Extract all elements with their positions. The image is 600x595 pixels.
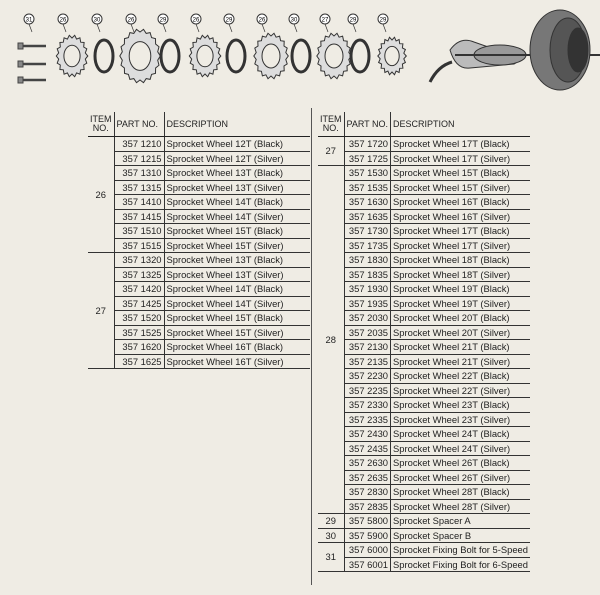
- part-description: Sprocket Wheel 17T (Black): [391, 137, 530, 152]
- callout-number: 26: [258, 17, 266, 24]
- table-row: [88, 166, 310, 181]
- item-number: 27: [318, 137, 344, 166]
- part-description: Sprocket Wheel 18T (Silver): [391, 267, 530, 282]
- part-description: Sprocket Wheel 15T (Silver): [164, 325, 310, 340]
- part-description: Sprocket Wheel 14T (Silver): [164, 296, 310, 311]
- table-row: [318, 398, 530, 413]
- table-row: [318, 311, 530, 326]
- table-row: [88, 325, 310, 340]
- callout-number: 26: [59, 17, 67, 24]
- table-row: [318, 383, 530, 398]
- part-number: 357 2630: [344, 456, 391, 471]
- part-number: 357 1530: [344, 166, 391, 181]
- table-row: [318, 499, 530, 514]
- part-description: Sprocket Wheel 28T (Black): [391, 485, 530, 500]
- item-number: 31: [318, 543, 344, 572]
- part-description: Sprocket Wheel 20T (Black): [391, 311, 530, 326]
- table-row: [88, 282, 310, 297]
- callout-number: 27: [321, 17, 329, 24]
- part-number: 357 1525: [114, 325, 164, 340]
- table-row: [88, 267, 310, 282]
- item-number: 26: [88, 137, 114, 253]
- part-number: 357 1410: [114, 195, 164, 210]
- part-number: 357 1535: [344, 180, 391, 195]
- table-row: [88, 340, 310, 355]
- table-row: [88, 238, 310, 253]
- sprocket-wheel-drawing: [56, 35, 88, 76]
- fixing-bolts: [18, 43, 46, 83]
- part-description: Sprocket Wheel 21T (Black): [391, 340, 530, 355]
- part-description: Sprocket Wheel 15T (Silver): [164, 238, 310, 253]
- table-row: [318, 543, 530, 558]
- part-description: Sprocket Wheel 19T (Silver): [391, 296, 530, 311]
- part-description: Sprocket Wheel 16T (Silver): [391, 209, 530, 224]
- part-description: Sprocket Wheel 14T (Silver): [164, 209, 310, 224]
- callout-number: 29: [349, 17, 357, 24]
- part-number: 357 1420: [114, 282, 164, 297]
- part-description: Sprocket Spacer B: [391, 528, 530, 543]
- part-description: Sprocket Wheel 13T (Silver): [164, 267, 310, 282]
- part-description: Sprocket Wheel 16T (Black): [164, 340, 310, 355]
- part-number: 357 2335: [344, 412, 391, 427]
- item-number: 28: [318, 166, 344, 514]
- part-number: 357 2235: [344, 383, 391, 398]
- table-row: [318, 485, 530, 500]
- table-row: [88, 209, 310, 224]
- item-number: 27: [88, 253, 114, 369]
- item-number: 30: [318, 528, 344, 543]
- part-number: 357 2835: [344, 499, 391, 514]
- rear-hub-assembly: [430, 10, 600, 90]
- table-header-row: [318, 112, 530, 137]
- part-number: 357 2135: [344, 354, 391, 369]
- table-row: [318, 354, 530, 369]
- part-description: Sprocket Wheel 13T (Black): [164, 253, 310, 268]
- table-row: [88, 224, 310, 239]
- table-row: [318, 325, 530, 340]
- table-row: [88, 354, 310, 369]
- part-number: 357 1635: [344, 209, 391, 224]
- description-header: DESCRIPTION: [391, 112, 530, 137]
- part-number: 357 5900: [344, 528, 391, 543]
- sprocket-wheel-drawing: [254, 33, 288, 78]
- part-description: Sprocket Wheel 21T (Silver): [391, 354, 530, 369]
- part-number: 357 2830: [344, 485, 391, 500]
- part-number: 357 1725: [344, 151, 391, 166]
- table-row: [318, 557, 530, 572]
- callout-number: 31: [25, 17, 33, 24]
- part-description: Sprocket Fixing Bolt for 6-Speed: [391, 557, 530, 572]
- spacer-ring-drawing: [292, 40, 310, 72]
- part-number: 357 2330: [344, 398, 391, 413]
- part-description: Sprocket Wheel 13T (Silver): [164, 180, 310, 195]
- item-no-header: ITEM NO.: [88, 112, 114, 137]
- part-description: Sprocket Wheel 22T (Silver): [391, 383, 530, 398]
- part-description: Sprocket Wheel 13T (Black): [164, 166, 310, 181]
- part-number: 357 1630: [344, 195, 391, 210]
- parts-table-left: [88, 112, 310, 369]
- part-number: 357 1930: [344, 282, 391, 297]
- callout-number: 29: [159, 17, 167, 24]
- table-header-row: [88, 112, 310, 137]
- table-row: [88, 151, 310, 166]
- part-number: 357 2635: [344, 470, 391, 485]
- table-row: [318, 456, 530, 471]
- part-number: 357 2030: [344, 311, 391, 326]
- sprocket-wheel-drawing: [378, 37, 407, 74]
- callout-number: 26: [192, 17, 200, 24]
- part-description: Sprocket Wheel 17T (Silver): [391, 238, 530, 253]
- table-row: [88, 296, 310, 311]
- sprocket-wheel-drawing: [189, 35, 221, 76]
- callout-number: 29: [225, 17, 233, 24]
- part-description: Sprocket Wheel 23T (Silver): [391, 412, 530, 427]
- part-number: 357 5800: [344, 514, 391, 529]
- table-row: [318, 209, 530, 224]
- part-number: 357 1310: [114, 166, 164, 181]
- part-description: Sprocket Wheel 12T (Silver): [164, 151, 310, 166]
- callout-numbers: [24, 14, 388, 32]
- callout-number: 30: [290, 17, 298, 24]
- spacer-ring-drawing: [95, 40, 113, 72]
- part-number: 357 2035: [344, 325, 391, 340]
- table-row: [318, 427, 530, 442]
- part-number: 357 1325: [114, 267, 164, 282]
- part-description: Sprocket Wheel 15T (Black): [164, 224, 310, 239]
- table-row: [318, 224, 530, 239]
- table-row: [318, 151, 530, 166]
- table-row: [318, 282, 530, 297]
- description-header: DESCRIPTION: [164, 112, 310, 137]
- sprocket-parts-row: [56, 29, 406, 82]
- table-row: [318, 369, 530, 384]
- table-row: [318, 514, 530, 529]
- exploded-parts-diagram: [0, 0, 600, 105]
- part-number: 357 1730: [344, 224, 391, 239]
- table-row: [318, 528, 530, 543]
- part-number: 357 1215: [114, 151, 164, 166]
- table-row: [88, 311, 310, 326]
- part-description: Sprocket Wheel 16T (Black): [391, 195, 530, 210]
- part-description: Sprocket Wheel 19T (Black): [391, 282, 530, 297]
- part-number: 357 1415: [114, 209, 164, 224]
- part-number: 357 1935: [344, 296, 391, 311]
- part-number: 357 2430: [344, 427, 391, 442]
- part-number: 357 1620: [114, 340, 164, 355]
- part-number: 357 1515: [114, 238, 164, 253]
- sprocket-wheel-drawing: [120, 29, 161, 82]
- part-no-header: PART NO.: [114, 112, 164, 137]
- table-row: [318, 267, 530, 282]
- callout-number: 26: [127, 17, 135, 24]
- table-row: [88, 180, 310, 195]
- table-row: [318, 166, 530, 181]
- parts-table-right: [318, 112, 530, 572]
- callout-number: 29: [379, 17, 387, 24]
- part-description: Sprocket Wheel 22T (Black): [391, 369, 530, 384]
- part-number: 357 1520: [114, 311, 164, 326]
- spacer-ring-drawing: [161, 40, 179, 72]
- spacer-ring-drawing: [351, 40, 369, 72]
- part-description: Sprocket Wheel 24T (Black): [391, 427, 530, 442]
- table-row: [318, 441, 530, 456]
- part-description: Sprocket Wheel 20T (Silver): [391, 325, 530, 340]
- table-row: [318, 253, 530, 268]
- part-number: 357 1735: [344, 238, 391, 253]
- part-description: Sprocket Wheel 23T (Black): [391, 398, 530, 413]
- part-number: 357 1320: [114, 253, 164, 268]
- part-number: 357 1720: [344, 137, 391, 152]
- part-no-header: PART NO.: [344, 112, 391, 137]
- item-number: 29: [318, 514, 344, 529]
- part-description: Sprocket Wheel 14T (Black): [164, 195, 310, 210]
- table-row: [88, 137, 310, 152]
- table-row: [318, 238, 530, 253]
- table-row: [318, 195, 530, 210]
- part-description: Sprocket Wheel 15T (Silver): [391, 180, 530, 195]
- part-number: 357 1625: [114, 354, 164, 369]
- table-row: [318, 412, 530, 427]
- part-number: 357 1835: [344, 267, 391, 282]
- part-description: Sprocket Spacer A: [391, 514, 530, 529]
- part-description: Sprocket Wheel 14T (Black): [164, 282, 310, 297]
- part-description: Sprocket Wheel 15T (Black): [391, 166, 530, 181]
- callout-number: 30: [93, 17, 101, 24]
- part-description: Sprocket Wheel 26T (Black): [391, 456, 530, 471]
- part-description: Sprocket Wheel 17T (Silver): [391, 151, 530, 166]
- part-number: 357 6000: [344, 543, 391, 558]
- part-description: Sprocket Wheel 16T (Silver): [164, 354, 310, 369]
- part-number: 357 1315: [114, 180, 164, 195]
- table-row: [318, 180, 530, 195]
- part-number: 357 1830: [344, 253, 391, 268]
- table-row: [318, 137, 530, 152]
- part-number: 357 1210: [114, 137, 164, 152]
- part-description: Sprocket Wheel 15T (Black): [164, 311, 310, 326]
- table-row: [318, 470, 530, 485]
- table-row: [88, 253, 310, 268]
- part-number: 357 2230: [344, 369, 391, 384]
- part-number: 357 6001: [344, 557, 391, 572]
- part-description: Sprocket Wheel 24T (Silver): [391, 441, 530, 456]
- part-description: Sprocket Wheel 18T (Black): [391, 253, 530, 268]
- table-row: [318, 296, 530, 311]
- part-description: Sprocket Wheel 26T (Silver): [391, 470, 530, 485]
- table-row: [88, 195, 310, 210]
- spacer-ring-drawing: [227, 40, 245, 72]
- part-number: 357 2130: [344, 340, 391, 355]
- table-row: [318, 340, 530, 355]
- part-description: Sprocket Wheel 28T (Silver): [391, 499, 530, 514]
- part-description: Sprocket Wheel 17T (Black): [391, 224, 530, 239]
- part-number: 357 2435: [344, 441, 391, 456]
- column-divider: [311, 108, 312, 585]
- sprocket-wheel-drawing: [317, 33, 352, 78]
- part-number: 357 1510: [114, 224, 164, 239]
- part-description: Sprocket Wheel 12T (Black): [164, 137, 310, 152]
- item-no-header: ITEM NO.: [318, 112, 344, 137]
- part-number: 357 1425: [114, 296, 164, 311]
- part-description: Sprocket Fixing Bolt for 5-Speed: [391, 543, 530, 558]
